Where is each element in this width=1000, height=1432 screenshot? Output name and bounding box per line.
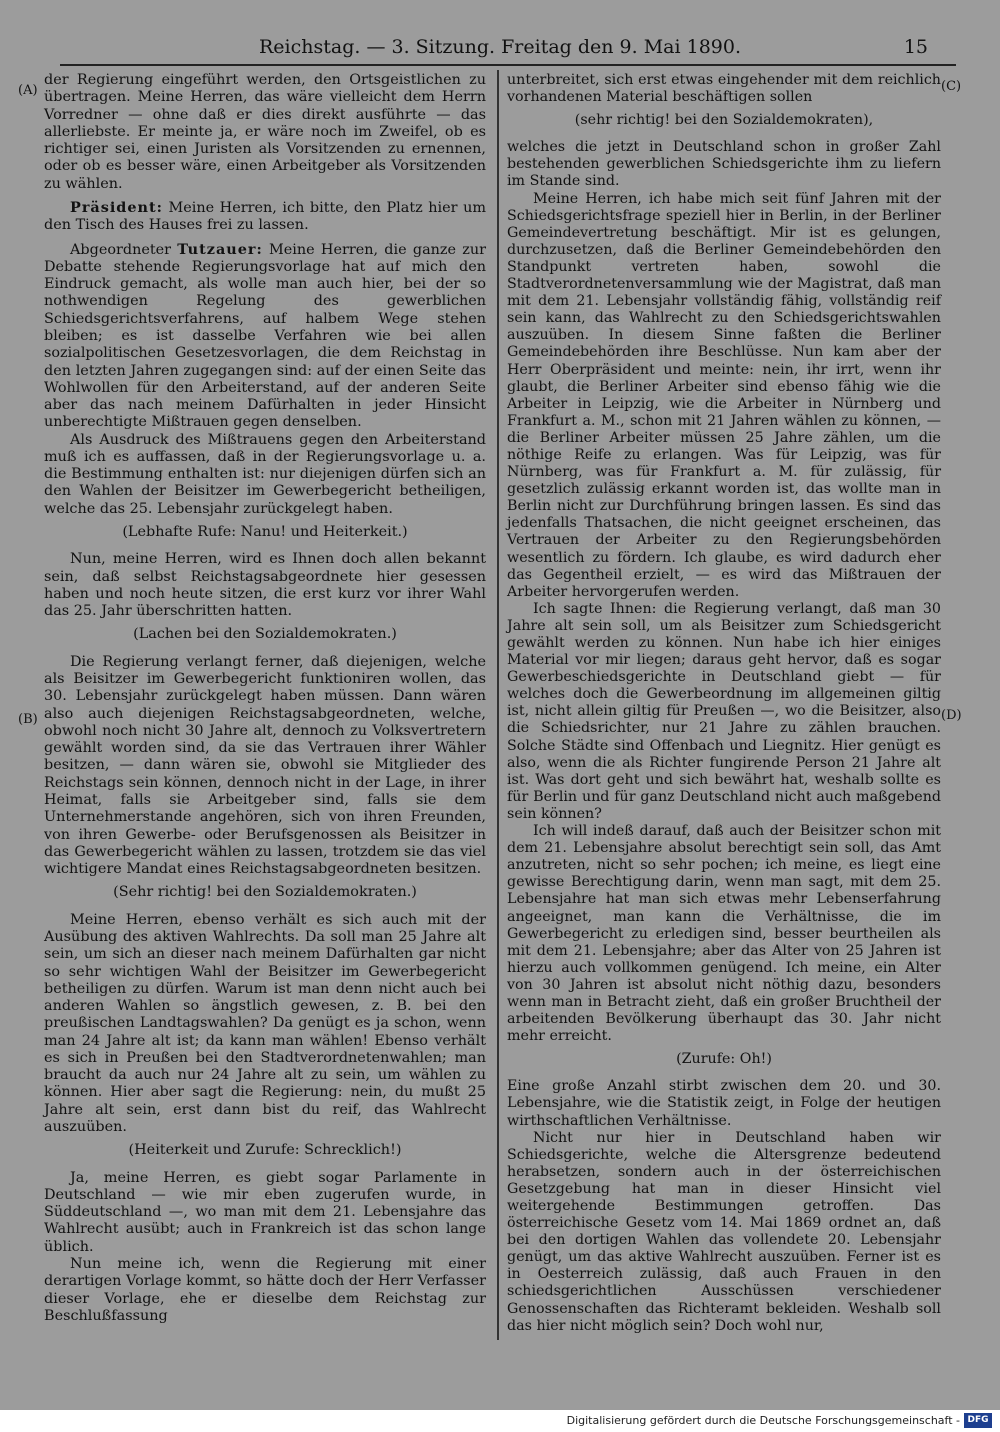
speech-text: Meine Herren, die ganze zur Debatte stehende Regierungsvorlage hat auf mich den Eindruck gemacht, als wolle man auch hier, bei der so nothwendigen Regelung des gewerblichen Schiedsgerichtsverfahrens, auf halbem Wege stehen bleiben; es ist dasselbe Verfahren wie bei allen sozialpolitischen Gesetzesvorlagen, die dem Reichstag in den letzten Jahren zugegangen sind: auf der einen Seite das Wohlwollen für den Arbeiterstand, auf der anderen Seite aber das nach meinem Dafürhalten in jeder Hinsicht unberechtigte Mißtrauen gegen denselben.: [44, 241, 486, 431]
page-number: 15: [903, 36, 928, 58]
paragraph: unterbreitet, sich erst etwas eingehender mit dem reichlich vorhandenen Material beschäftigen sollen: [507, 72, 941, 106]
reaction-note: (Lachen bei den Sozialdemokraten.): [133, 626, 397, 643]
margin-mark-a: (A): [18, 83, 38, 98]
paragraph: Nicht nur hier in Deutschland haben wir Schiedsgerichte, welche die Altersgrenze bedeutend herabsetzen, sondern auch in der österreichischen Gesetzgebung hat man in dieser Hinsicht viel weitergehende Bestimmungen getroffen. Das österreichische Gesetz vom 14. Mai 1869 ordnet an, daß bei den dortigen Wahlen das vollendete 20. Lebensjahr genügt, um das aktive Wahlrecht auszuüben. Ferner ist es in Oesterreich zulässig, daß auch Frauen in den schiedsgerichtlichen Ausschüssen verschiedener Genossenschaften das Richteramt bekleiden. Weshalb soll das hier nicht möglich sein? Doch wohl nur,: [507, 1129, 941, 1334]
paragraph: Nun, meine Herren, wird es Ihnen doch allen bekannt sein, daß selbst Reichstagsabgeordnete hier gesessen haben und noch heute sitzen, die erst kurz vor ihrer Wahl das 25. Jahr überschritten hatten.: [44, 551, 486, 620]
paragraph: welches die jetzt in Deutschland schon in großer Zahl bestehenden gewerblichen Schiedsgerichte ihm zu liefern im Stande sind.: [507, 139, 941, 190]
paragraph: [44, 241, 486, 432]
paragraph: Nun meine ich, wenn die Regierung mit einer derartigen Vorlage kommt, so hätte doch der Herr Verfasser dieser Vorlage, ehe er dieselbe dem Reichstag zur Beschlußfassung: [44, 1256, 486, 1324]
paragraph: der Regierung eingeführt werden, den Ortsgeistlichen zu übertragen. Meine Herren, das wäre vielleicht dem Herrn Vorredner — ohne daß er dies direkt ausführte — das allerliebste. Er meinte ja, er wäre noch im Zweifel, ob es richtiger sei, einen Juristen als Vorsitzenden zu ernennen, oder ob es besser wäre, einen Arbeitgeber als Vorsitzenden zu wählen.: [44, 72, 486, 192]
dfg-logo: DFG: [964, 1413, 992, 1428]
speaker-name: Präsident:: [70, 198, 163, 216]
header-rule: [60, 64, 956, 66]
paragraph: Meine Herren, ebenso verhält es sich auch mit der Ausübung des aktiven Wahlrechts. Da soll man 25 Jahre alt sein, um sich an dieser nach meinem Dafürhalten gar nicht so sehr wichtigen Wahl der Beisitzer im Gewerbegericht betheiligen zu dürfen. Warum ist man denn nicht auch bei anderen Wahlen so ängstlich gewesen, z. B. bei den preußischen Landtagswahlen? Da genügt es ja schon, wenn man 24 Jahre alt ist; da kann man wählen! Ebenso verhält es sich in Preußen bei den Stadtverordnetenwahlen; man braucht da auch nur 24 Jahre alt zu sein, um wählen zu können. Hier aber sagt die Regierung: nein, du mußt 25 Jahre alt sein, erst dann bist du reif, das Wahlrecht auszuüben.: [44, 911, 486, 1136]
reaction-note: (Sehr richtig! bei den Sozialdemokraten.): [113, 884, 417, 901]
paragraph: Als Ausdruck des Mißtrauens gegen den Arbeiterstand muß ich es auffassen, daß in der Regierungsvorlage u. a. die Bestimmung enthalten ist: nur diejenigen dürfen sich an den Wahlen der Beisitzer im Gewerbegericht betheiligen, welche das 25. Lebensjahr zurückgelegt haben.: [44, 431, 486, 517]
footer-credit: Digitalisierung gefördert durch die Deutsche Forschungsgemeinschaft -: [566, 1414, 960, 1427]
page-header: [0, 36, 1000, 60]
paragraph: [44, 199, 486, 235]
right-column: [507, 72, 941, 1335]
margin-mark-c: (C): [941, 79, 962, 94]
running-title: Reichstag. — 3. Sitzung. Freitag den 9. Mai 1890.: [258, 36, 741, 58]
speech-text: Meine Herren, ich bitte, den Platz hier um den Tisch des Hauses frei zu lassen.: [44, 199, 486, 234]
margin-mark-b: (B): [18, 712, 38, 727]
reaction-note: (Lebhafte Rufe: Nanu! und Heiterkeit.): [122, 524, 408, 541]
reaction-note: (Zurufe: Oh!): [676, 1051, 772, 1068]
column-divider: [497, 70, 499, 1340]
paragraph: Ich will indeß darauf, daß auch der Beisitzer schon mit dem 21. Lebensjahre absolut berechtigt sein soll, das Amt anzutreten, nicht so sehr pochen; ich meine, es liegt eine gewisse Berechtigung darin, wenn man sagt, mit dem 25. Lebensjahre hat man sich etwas mehr Lebenserfahrung angeeignet, man kann die Verhältnisse, die im Gewerbegericht zu erledigen sind, besser beurtheilen als mit dem 21. Lebensjahre; aber das Alter von 25 Jahren ist hierzu auch vollkommen genügend. Ich meine, ein Alter von 30 Jahren ist absolut nicht nöthig dazu, besonders wenn man in Betracht zieht, daß ein großer Bruchtheil der arbeitenden Bevölkerung überhaupt das 30. Jahr nicht mehr erreicht.: [507, 823, 941, 1045]
paragraph: Die Regierung verlangt ferner, daß diejenigen, welche als Beisitzer im Gewerbegericht funktioniren wollen, das 30. Lebensjahr zurückgelegt haben müssen. Dann wären also auch diejenigen Reichstagsabgeordneten, welche, obwohl noch nicht 30 Jahre alt, dennoch zu Volksvertretern gewählt worden sind, da sie das Vertrauen ihrer Wähler besitzen, — dann wären sie, obwohl sie Mitglieder des Reichstags sein können, dennoch nicht in der Lage, in ihrer Heimat, falls sie Arbeitgeber sind, falls sie dem Unternehmerstande angehören, sich von ihren Freunden, von ihren Gewerbe- oder Berufsgenossen als Beisitzer in das Gewerbegericht wählen zu lassen, trotzdem sie das viel wichtigere Mandat eines Reichstagsabgeordneten besitzen.: [44, 653, 486, 878]
left-column: [44, 72, 486, 1325]
footer-bar: [0, 1410, 1000, 1432]
speaker-name: Tutzauer:: [177, 240, 263, 258]
speaker-title: Abgeordneter: [70, 241, 178, 258]
reaction-note: (sehr richtig! bei den Sozialdemokraten),: [574, 112, 874, 129]
paragraph: Meine Herren, ich habe mich seit fünf Jahren mit der Schiedsgerichtsfrage speziell hier in Berlin, in der Berliner Gemeindevertretung beschäftigt. Mir ist es gelungen, durchzusetzen, daß die Berliner Gemeindebehörden den Standpunkt vertreten haben, sowohl die Stadtverordnetenversammlung wie der Magistrat, daß man mit dem 21. Lebensjahr vollständig fähig, vollständig reif sein kann, das Wahlrecht zu den Schiedsgerichtswahlen auszuüben. In diesem Sinne faßten die Berliner Gemeindebehörden ihre Beschlüsse. Nun kam aber der Herr Oberpräsident und meinte: nein, ihr irrt, wenn ihr glaubt, die Berliner Arbeiter sind ebenso fähig wie die Arbeiter in Leipzig, wie die Arbeiter in Nürnberg und Frankfurt a. M., schon mit 21 Jahren wählen zu können, — die Berliner Arbeiter müssen 25 Jahre zählen, um die nöthige Reife zu erlangen. Was für Leipzig, was für Nürnberg, was für Frankfurt a. M. für zulässig, für gesetzlich zulässig erkannt worden ist, das wollte man in Berlin nicht zur Durchführung bringen lassen. Es sind das jedenfalls Thatsachen, die nicht geeignet erscheinen, das Vertrauen der Arbeiter zu den Regierungsbehörden wesentlich zu fördern. Ich glaube, es wird dadurch eher das Gegentheil erzielt, — es wird das Mißtrauen der Arbeiter hervorgerufen werden.: [507, 190, 941, 600]
margin-mark-d: (D): [941, 708, 962, 723]
reaction-note: (Heiterkeit und Zurufe: Schrecklich!): [128, 1142, 402, 1159]
paragraph: Eine große Anzahl stirbt zwischen dem 20. und 30. Lebensjahre, wie die Statistik zeigt, in Folge der heutigen wirthschaftlichen Verhältnisse.: [507, 1078, 941, 1129]
paragraph: Ja, meine Herren, es giebt sogar Parlamente in Deutschland — wie mir eben zugerufen wurde, in Süddeutschland —, wo man mit dem 21. Lebensjahre das Wahlrecht ausübt; auch in Frankreich ist das schon lange üblich.: [44, 1169, 486, 1255]
paragraph: Ich sagte Ihnen: die Regierung verlangt, daß man 30 Jahre alt sein soll, um als Beisitzer zum Schiedsgericht gewählt werden zu können. Nun habe ich hier einiges Material vor mir liegen; daraus geht hervor, daß es sogar Gewerbeschiedsgerichte in Deutschland giebt — für welches doch die Gewerbeordnung im allgemeinen giltig ist, nicht allein giltig für Preußen —, wo die Beisitzer, also die Schiedsrichter, nur 21 Jahre zu zählen brauchen. Solche Städte sind Offenbach und Liegnitz. Hier genügt es also, wenn die als Richter fungirende Person 21 Jahre alt ist. Was dort geht und sich bewährt hat, weshalb sollte es für Berlin und für ganz Deutschland nicht auch maßgebend sein können?: [507, 600, 941, 822]
